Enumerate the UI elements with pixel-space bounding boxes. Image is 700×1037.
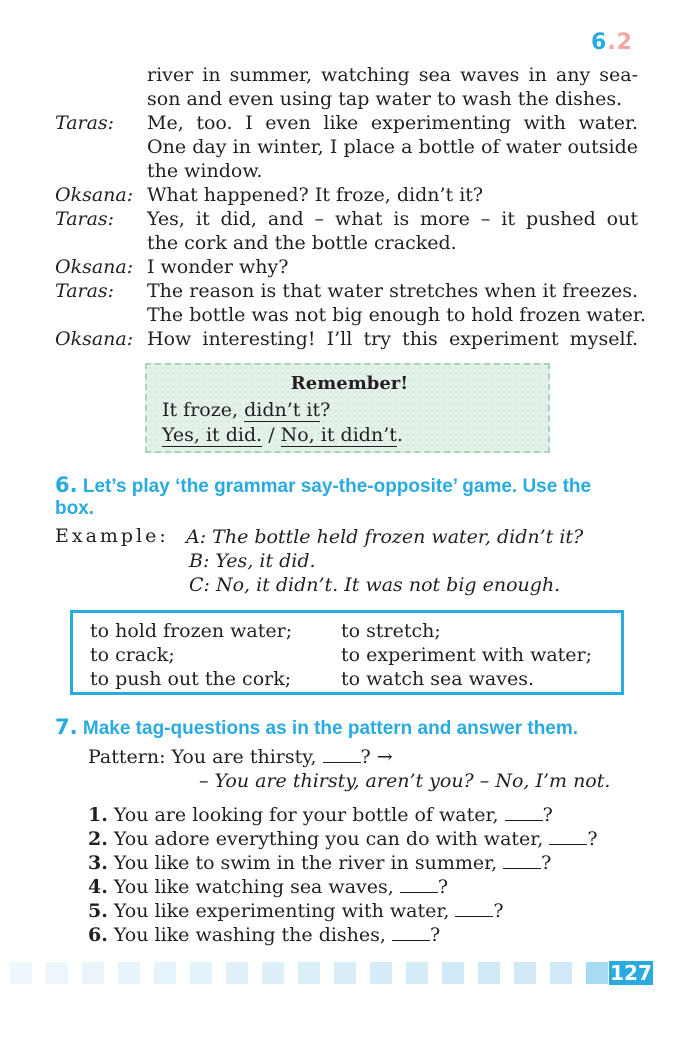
example-line-a: A: The bottle held frozen water, didn’t it?: [186, 526, 584, 548]
dialogue-line: The bottle was not big enough to hold frozen water.: [147, 304, 646, 326]
box-item: to push out the cork;: [90, 668, 292, 690]
box-item: to stretch;: [341, 620, 441, 642]
task-number: 7.: [55, 715, 78, 739]
example-label: Example:: [55, 525, 169, 547]
task-6-instruction-cont: box.: [55, 498, 95, 519]
pattern-answer: – You are thirsty, aren’t you? – No, I’m not.: [199, 770, 611, 792]
footer-square: [334, 962, 356, 984]
answer-blank: [549, 828, 587, 845]
unit-subnumber: 2: [616, 30, 633, 55]
box-item: to hold frozen water;: [90, 620, 293, 642]
list-item: 6. You like washing the dishes, ?: [88, 924, 441, 946]
footer-square: [514, 962, 536, 984]
dialogue-line: Yes, it did, and – what is more – it pushed out: [147, 208, 638, 230]
task-number: 6.: [55, 473, 78, 497]
speaker-oksana: Oksana:: [55, 256, 134, 278]
footer-square: [118, 962, 140, 984]
speaker-taras: Taras:: [55, 208, 115, 230]
answer-blank: [505, 804, 543, 821]
dialogue-line: The reason is that water stretches when it freezes.: [147, 280, 638, 302]
footer-square: [82, 962, 104, 984]
box-item: to watch sea waves.: [341, 668, 534, 690]
answer-blank: [400, 876, 438, 893]
list-item: 4. You like watching sea waves, ?: [88, 876, 449, 898]
example-line-b: B: Yes, it did.: [189, 550, 316, 572]
remember-box: [145, 363, 550, 453]
footer-square: [262, 962, 284, 984]
speaker-oksana: Oksana:: [55, 184, 134, 206]
page-number: 127: [610, 961, 652, 985]
speaker-taras: Taras:: [55, 112, 115, 134]
remember-title: Remember!: [290, 373, 409, 394]
dialogue-line: Me, too. I even like experimenting with water.: [147, 112, 638, 134]
unit-marker: [591, 30, 633, 55]
box-item: to crack;: [90, 644, 175, 666]
footer-square: [190, 962, 212, 984]
footer-square: [442, 962, 464, 984]
dialogue-line: son and even using tap water to wash the dishes.: [147, 88, 623, 110]
speaker-taras: Taras:: [55, 280, 115, 302]
dialogue-line: the cork and the bottle cracked.: [147, 232, 457, 254]
list-item: 3. You like to swim in the river in summer, ?: [88, 852, 552, 874]
answer-blank: [392, 924, 430, 941]
footer-square: [154, 962, 176, 984]
footer-square: [10, 962, 32, 984]
remember-line-1: It froze, didn’t it?: [162, 399, 331, 421]
footer-square: [370, 962, 392, 984]
dialogue-line: river in summer, watching sea waves in any sea-: [147, 64, 638, 86]
dialogue-line: How interesting! I’ll try this experiment myself.: [147, 328, 638, 350]
footer-square: [226, 962, 248, 984]
footer-square: [478, 962, 500, 984]
list-item: 1. You are looking for your bottle of water, ?: [88, 804, 553, 826]
unit-number: 6: [591, 30, 608, 55]
footer-square: [586, 962, 608, 984]
footer-square: [406, 962, 428, 984]
example-line-c: C: No, it didn’t. It was not big enough.: [189, 574, 561, 596]
footer-square: [46, 962, 68, 984]
answer-blank: [503, 852, 541, 869]
task-6-instruction: 6. Let’s play ‘the grammar say-the-opposite’ game. Use the: [55, 473, 592, 497]
box-item: to experiment with water;: [341, 644, 593, 666]
pattern-line: Pattern: You are thirsty, ? →: [88, 746, 393, 768]
word-box: [70, 610, 624, 695]
list-item: 2. You adore everything you can do with water, ?: [88, 828, 598, 850]
dialogue-line: One day in winter, I place a bottle of water outside: [147, 136, 638, 158]
footer-square: [298, 962, 320, 984]
dialogue-line: the window.: [147, 160, 263, 182]
dialogue-line: I wonder why?: [147, 256, 289, 278]
answer-blank: [455, 900, 493, 917]
dialogue-line: What happened? It froze, didn’t it?: [147, 184, 484, 206]
speaker-oksana: Oksana:: [55, 328, 134, 350]
task-7-instruction: 7. Make tag-questions as in the pattern and answer them.: [55, 715, 579, 739]
remember-line-2: Yes, it did. / No, it didn’t.: [162, 424, 403, 446]
footer-square: [550, 962, 572, 984]
answer-blank: [323, 746, 361, 763]
list-item: 5. You like experimenting with water, ?: [88, 900, 504, 922]
unit-dot: .: [607, 30, 617, 55]
